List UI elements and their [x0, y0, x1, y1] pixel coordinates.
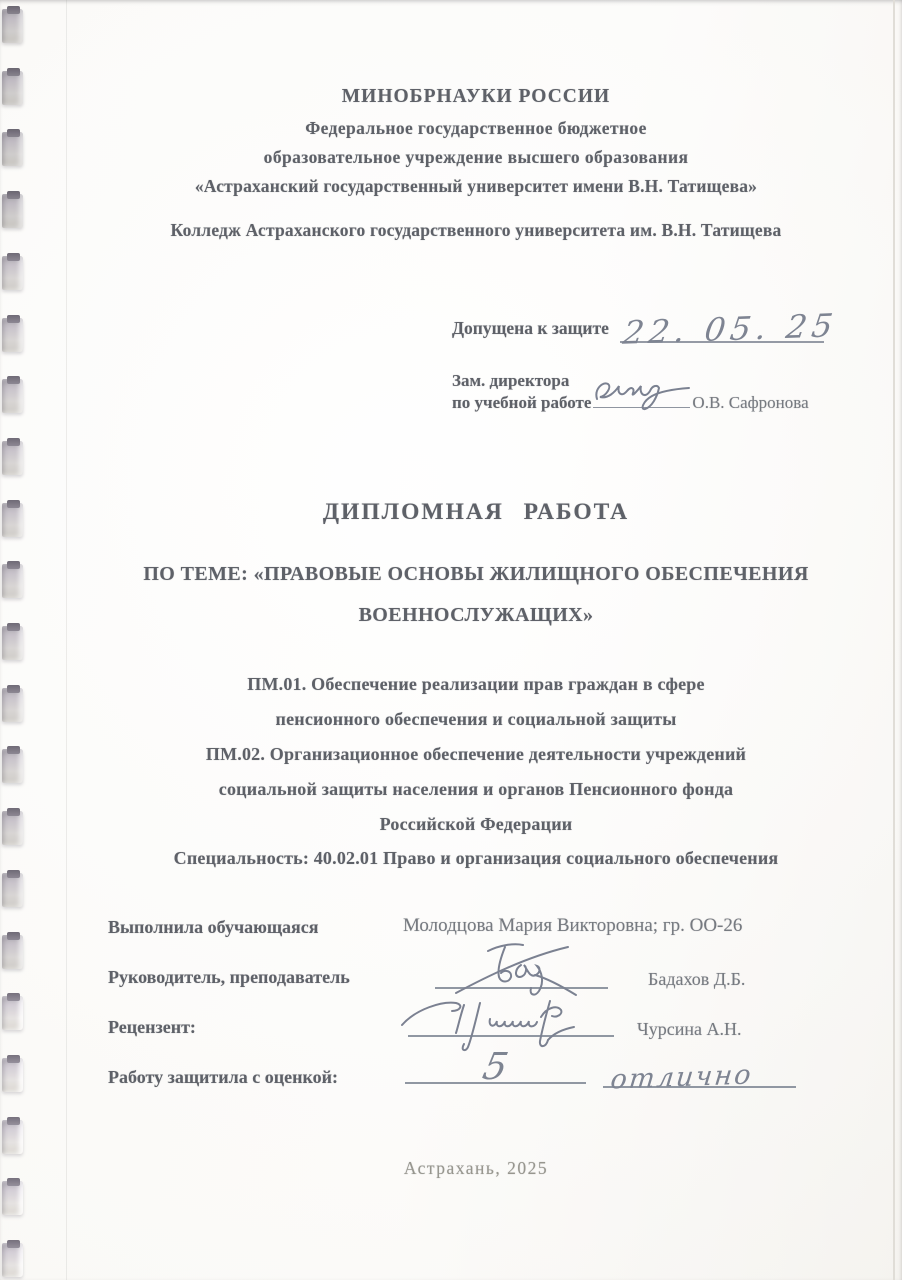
university-line: «Астраханский государственный университет имени В.Н. Татищева»: [194, 176, 758, 196]
thesis-topic-line-1: ПО ТЕМЕ: «ПРАВОВЫЕ ОСНОВЫ ЖИЛИЩНОГО ОБЕСПЕЧЕНИЯ: [143, 563, 809, 585]
binding-coil: [2, 379, 23, 413]
binding-coil: [2, 1181, 23, 1215]
deputy-director-line-1: Зам. директора: [452, 371, 570, 390]
reviewer-signature-icon: [398, 997, 630, 1055]
binding-coil: [2, 626, 23, 660]
student-label: Выполнила обучающаяся: [108, 917, 319, 937]
binding-coil: [2, 1120, 23, 1154]
binding-coil: [2, 503, 23, 537]
institution-line-2: образовательное учреждение высшего образования: [263, 147, 689, 167]
ministry-line: МИНОБРНАУКИ РОССИИ: [341, 86, 611, 107]
binding-coil: [2, 688, 23, 722]
binding-coil: [2, 441, 23, 475]
thesis-type-title: ДИПЛОМНАЯ РАБОТА: [322, 499, 630, 525]
binding-coil: [2, 873, 23, 907]
module-pm01-line-1: ПМ.01. Обеспечение реализации прав граждан в сфере: [247, 674, 705, 694]
binding-coil: [2, 996, 23, 1030]
institution-line-1: Федеральное государственное бюджетное: [305, 118, 647, 138]
spiral-binding: [0, 0, 42, 1280]
deputy-director-row: [452, 392, 809, 413]
binding-coil: [2, 1243, 23, 1277]
supervisor-label: Руководитель, преподаватель: [108, 967, 350, 987]
supervisor-name: Бадахов Д.Б.: [648, 969, 746, 989]
binding-coil: [2, 1058, 23, 1092]
binding-coil: [2, 811, 23, 845]
binding-coil: [2, 9, 23, 43]
grade-word-handwritten: отлично: [609, 1059, 755, 1096]
grade-value-line: [405, 1045, 586, 1088]
admission-date-line: [620, 306, 841, 352]
binding-coil: [2, 194, 23, 228]
grade-value-handwritten: 5: [479, 1045, 512, 1088]
punch-strip-crease: [66, 0, 67, 1280]
page-edge-shadow: [893, 0, 895, 1280]
grade-word-line: [603, 1059, 796, 1096]
module-pm02-line-1: ПМ.02. Организационное обеспечение деятельности учреждений: [205, 744, 747, 764]
deputy-director-signature-icon: [589, 365, 697, 413]
admission-date-handwritten: 22. 05. 25: [620, 306, 841, 352]
reviewer-name: Чурсина А.Н.: [637, 1019, 742, 1039]
module-pm01-line-2: пенсионного обеспечения и социальной защиты: [275, 709, 677, 729]
module-pm02-line-2: социальной защиты населения и органов Пенсионного фонда: [218, 779, 734, 799]
binding-coil: [2, 132, 23, 166]
thesis-topic-line-2: ВОЕННОСЛУЖАЩИХ»: [358, 604, 594, 626]
binding-coil: [2, 71, 23, 105]
binding-coil: [2, 935, 23, 969]
student-name: Молодцова Мария Викторовна; гр. ОО-26: [403, 915, 743, 936]
supervisor-signature-icon: [428, 937, 610, 999]
grade-label: Работу защитила с оценкой:: [108, 1067, 338, 1087]
module-pm02-line-3: Российской Федерации: [379, 814, 573, 834]
binding-coil: [2, 564, 23, 598]
binding-coil: [2, 256, 23, 290]
binding-coil: [2, 318, 23, 352]
specialty-line: Специальность: 40.02.01 Право и организация социального обеспечения: [173, 848, 779, 868]
binding-coil: [2, 749, 23, 783]
deputy-signature-line: [593, 392, 690, 408]
deputy-director-line-2: по учебной работе: [452, 393, 592, 412]
admission-label: Допущена к защите: [452, 318, 609, 338]
deputy-name: О.В. Сафронова: [692, 393, 809, 412]
city-year: Астрахань, 2025: [403, 1158, 549, 1178]
reviewer-label: Рецензент:: [108, 1017, 196, 1037]
college-line: Колледж Астраханского государственного университета им. В.Н. Татищева: [170, 220, 782, 240]
